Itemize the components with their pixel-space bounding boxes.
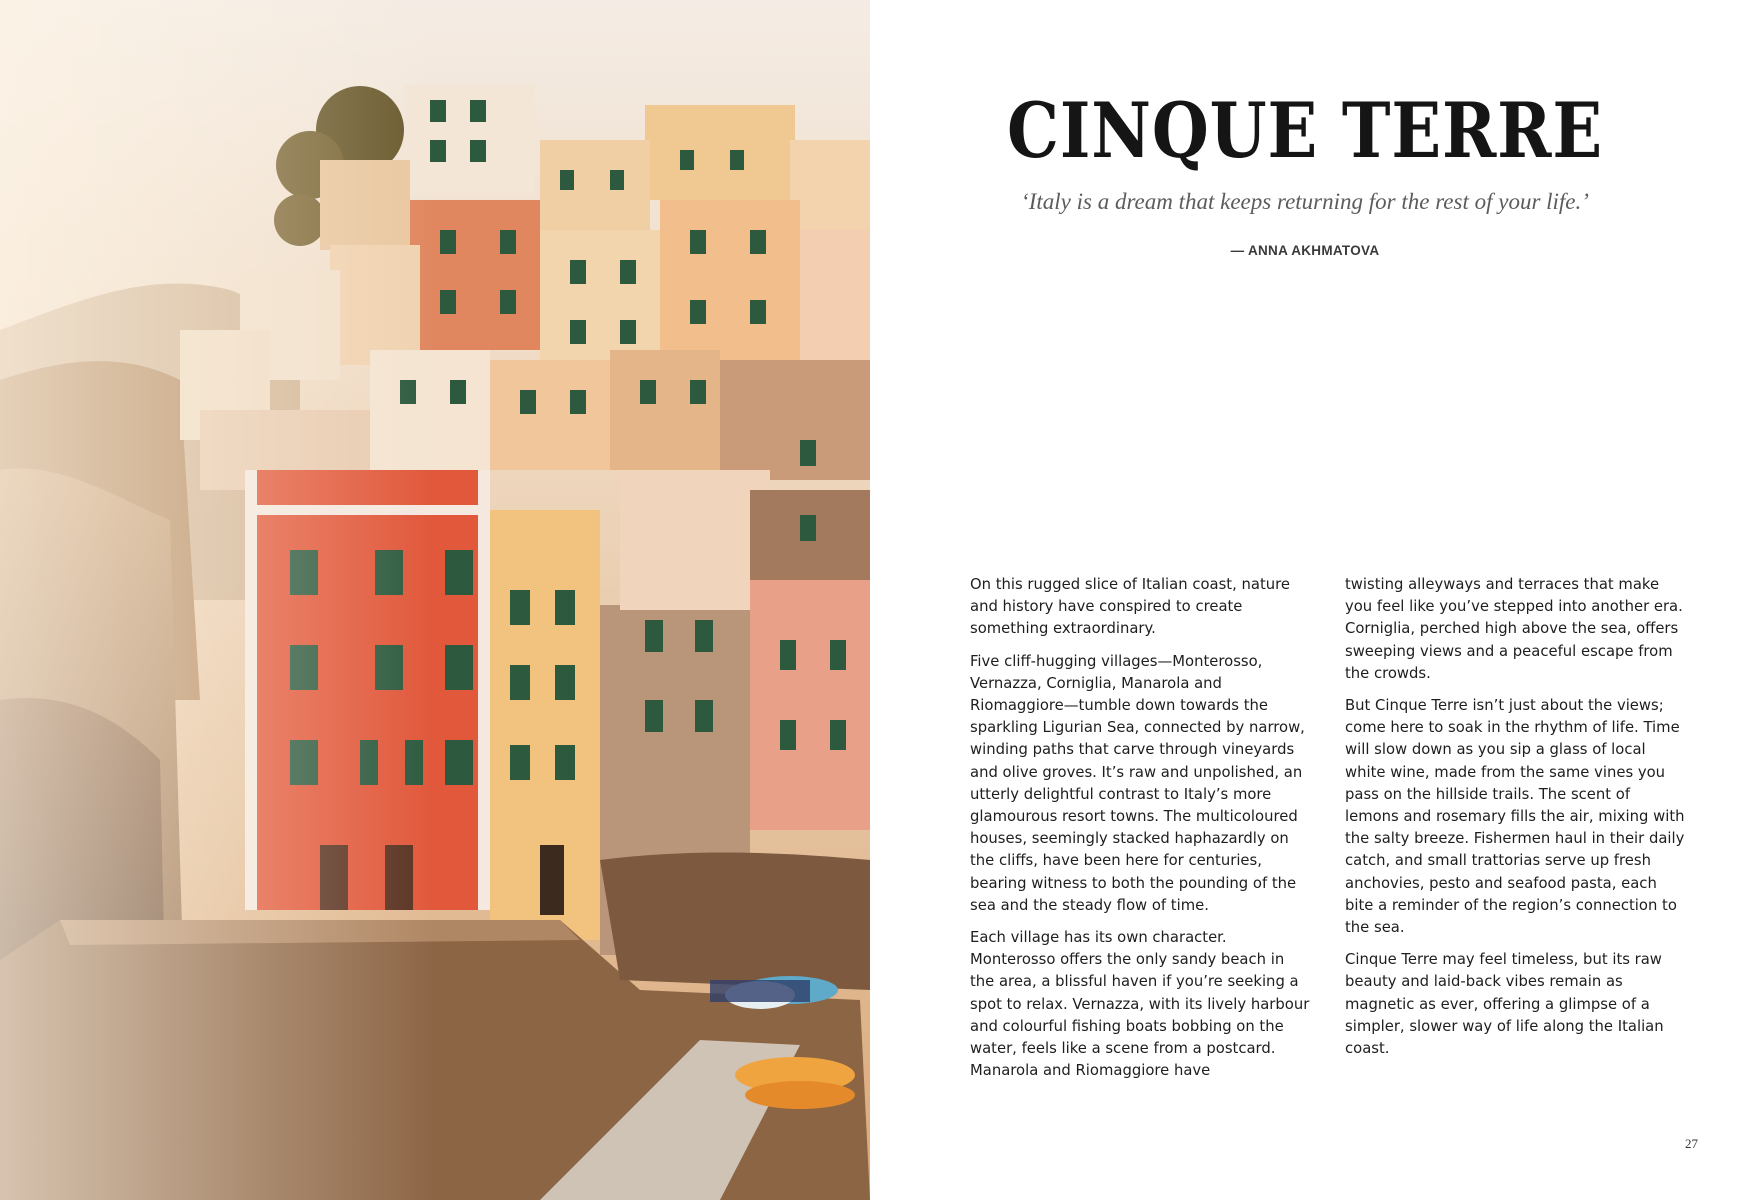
paragraph: Five cliff-hugging villages—Monterosso, Vernazza, Corniglia, Manarola and Riomaggiore—tumble down towards the sparkling Ligurian Sea, connected by narrow, winding paths that carve through vineyards and olive groves. It’s raw and unpolished, an utterly delightful contrast to Italy’s more glamourous resort towns. The multicoloured houses, seemingly stacked haphazardly on the cliffs, have been here for centuries, bearing witness to both the pounding of the sea and the steady flow of time. xyxy=(970,652,1305,914)
paragraph: But Cinque Terre isn’t just about the views; come here to soak in the rhythm of life. Time will slow down as you sip a glass of local white wine, made from the same vines you pass on the hillside trails. The scent of lemons and rosemary fills the air, mixing with the salty breeze. Fishermen haul in their daily catch, and small trattorias serve up fresh anchovies, pesto and seafood pasta, each bite a reminder of the region’s connection to the sea. xyxy=(1345,697,1685,937)
quote-attribution: — ANNA AKHMATOVA xyxy=(1230,243,1380,258)
article-title: CINQUE TERRE xyxy=(1006,86,1604,175)
page-number: 27 xyxy=(1685,1136,1698,1151)
paragraph: twisting alleyways and terraces that make you feel like you’ve stepped into another era. Corniglia, perched high above the sea, offers sweeping views and a peaceful escape from the crowds. xyxy=(1345,576,1683,682)
epigraph-quote: ‘Italy is a dream that keeps returning for the rest of your life.’ xyxy=(1021,189,1589,214)
paragraph: Cinque Terre may feel timeless, but its raw beauty and laid-back vibes remain as magnetic as ever, offering a glimpse of a simpler, slower way of life along the Italian coast. xyxy=(1345,951,1664,1058)
article-page xyxy=(870,0,1740,1200)
paragraph: Each village has its own character. Monterosso offers the only sandy beach in the area, a blissful haven if you’re seeking a spot to relax. Vernazza, with its lively harbour and colourful fishing boats bobbing on the water, feels like a scene from a postcard. Manarola and Riomaggiore have xyxy=(970,929,1310,1080)
paragraph: On this rugged slice of Italian coast, nature and history have conspired to create something extraordinary. xyxy=(970,576,1290,638)
body-column-left xyxy=(970,574,1310,1092)
body-column-right xyxy=(1345,574,1685,1070)
